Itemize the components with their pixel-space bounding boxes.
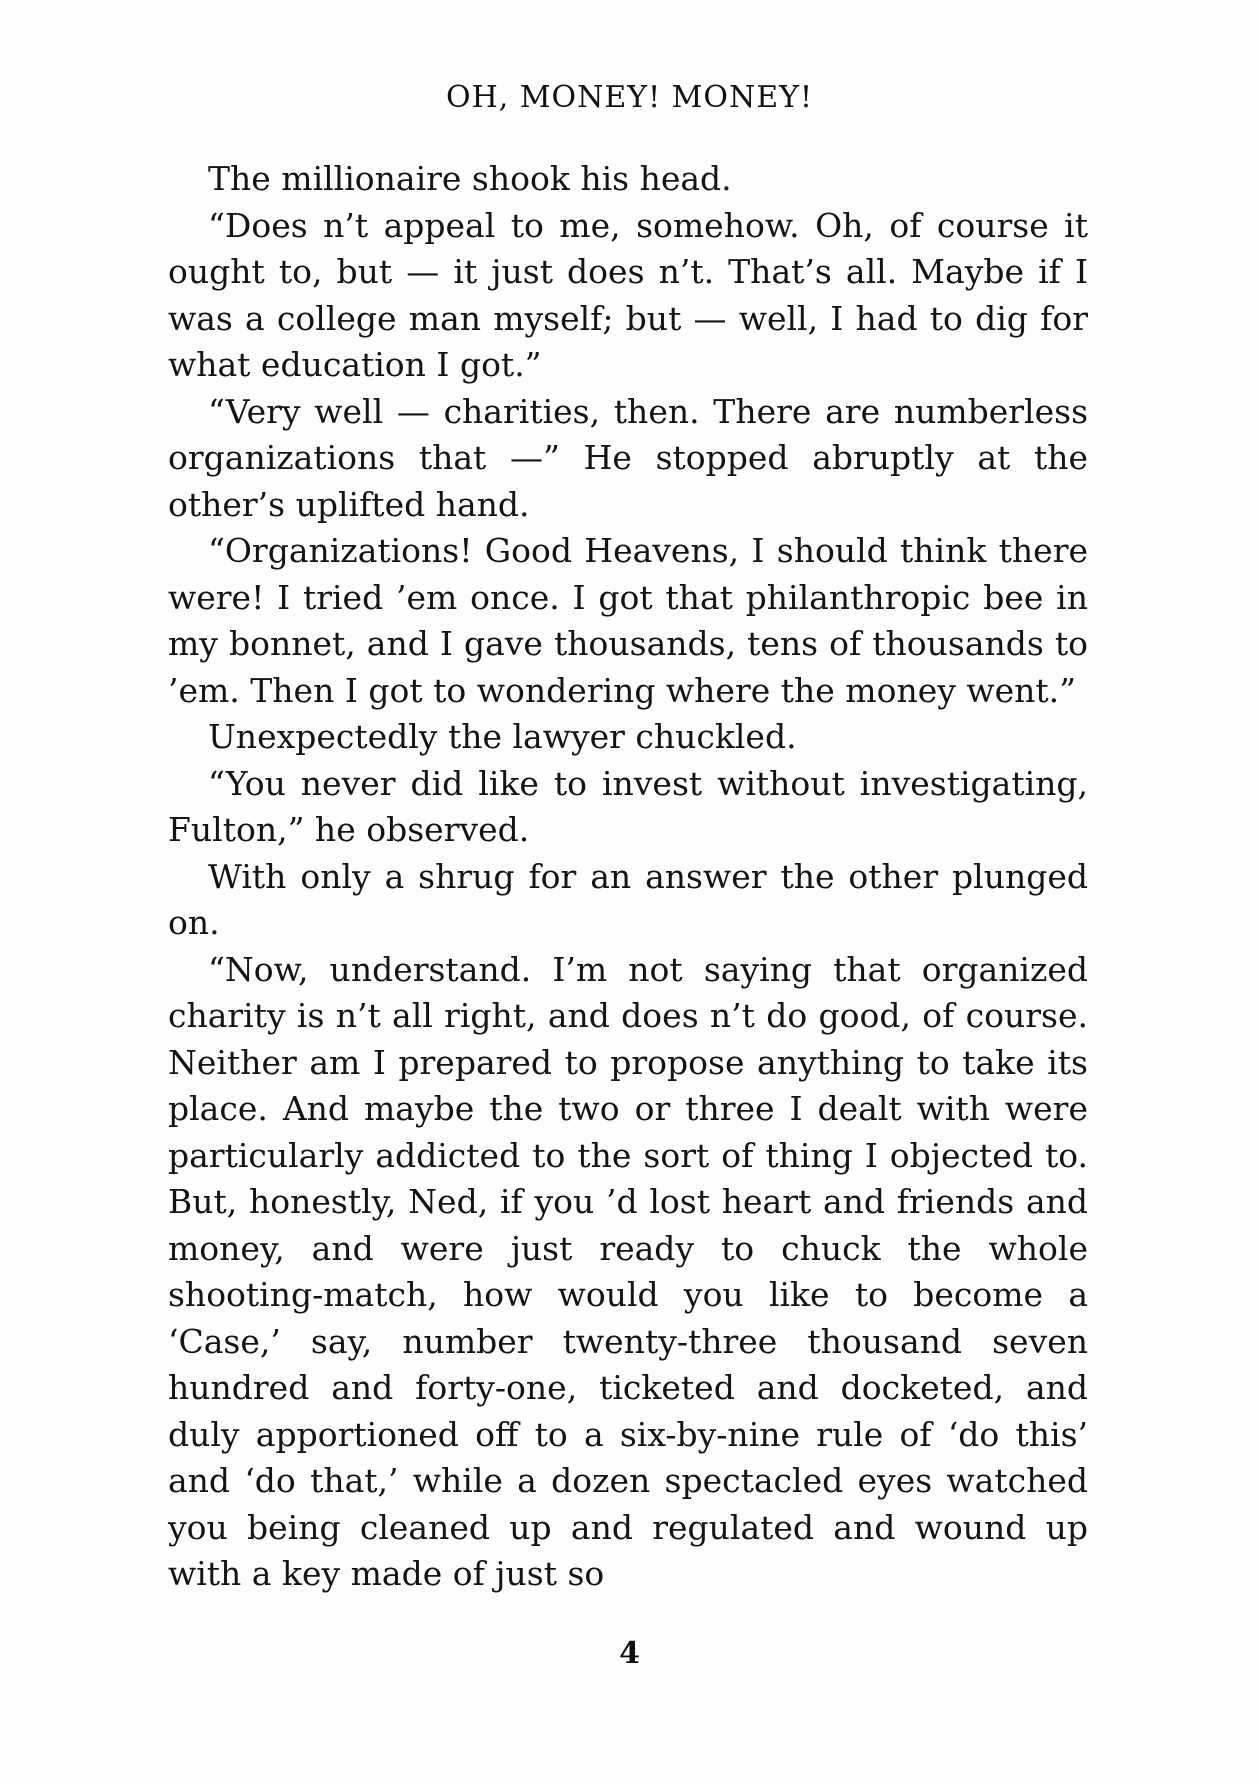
paragraph: “Organizations! Good Heavens, I should think there were! I tried ’em once. I got that philanthropic bee in my bonnet, and I gave thousands, tens of thousands to ’em. Then I got to wondering where the money went.” (168, 531, 1088, 710)
body-text (168, 156, 1088, 1598)
paragraph: “You never did like to invest without investigating, Fulton,” he observed. (168, 763, 1088, 849)
paragraph: The millionaire shook his head. (208, 159, 732, 198)
paragraph: With only a shrug for an answer the other plunged on. (168, 856, 1088, 942)
paragraph: “Very well — charities, then. There are numberless organizations that —” He stopped abruptly at the other’s uplifted hand. (168, 391, 1088, 524)
page-number: 4 (619, 1636, 640, 1671)
paragraph: “Now, understand. I’m not saying that organized charity is n’t all right, and does n’t do good, of course. Neither am I prepared to propose anything to take its place. And maybe the two or three I dealt with were particularly addicted to the sort of thing I objected to. But, honestly, Ned, if you ’d lost heart and friends and money, and were just ready to chuck the whole shooting-match, how would you like to become a ‘Case,’ say, number twenty-three thousand seven hundred and forty-one, ticketed and docketed, and duly apportioned off to a six-by-nine rule of ‘do this’ and ‘do that,’ while a dozen spectacled eyes watched you being cleaned up and regulated and wound up with a key made of just so (168, 949, 1088, 1593)
paragraph: “Does n’t appeal to me, somehow. Oh, of course it ought to, but — it just does n’t. That’s all. Maybe if I was a college man myself; but — well, I had to dig for what education I got.” (168, 205, 1088, 384)
paragraph: Unexpectedly the lawyer chuckled. (208, 717, 797, 756)
running-title: OH, MONEY! MONEY! (445, 80, 813, 115)
